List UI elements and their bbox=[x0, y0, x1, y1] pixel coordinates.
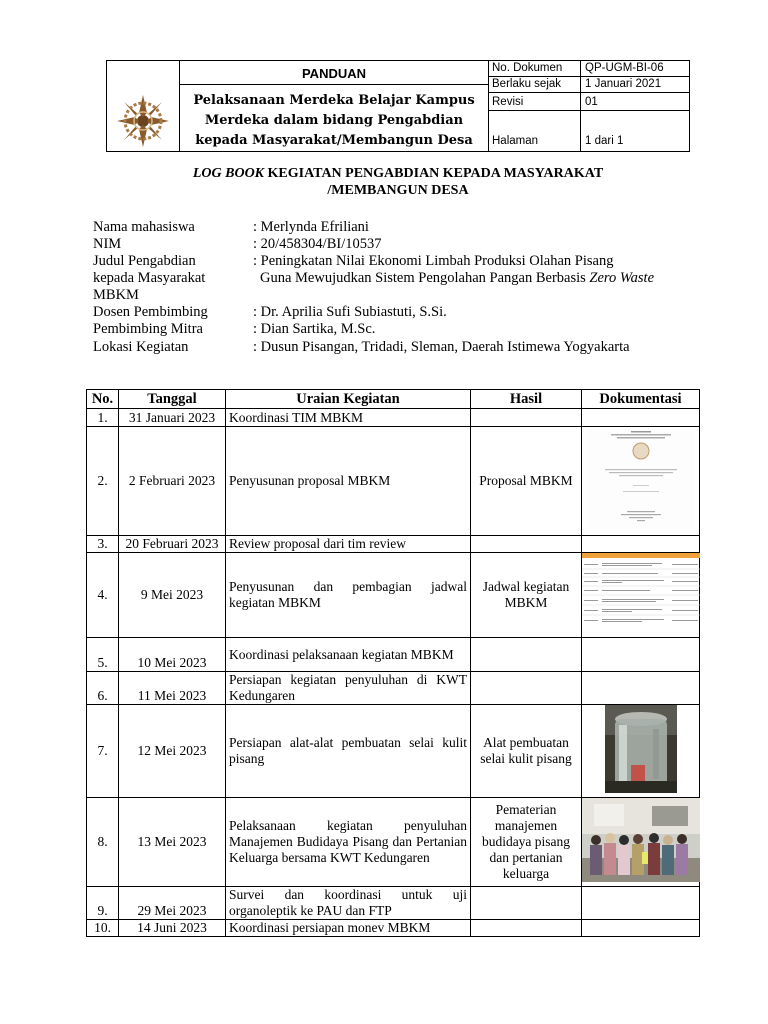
value-nama: : Merlynda Efriliani bbox=[253, 219, 369, 235]
table-row: 2. 2 Februari 2023 Penyusunan proposal MBKM Proposal MBKM bbox=[87, 427, 700, 536]
col-uraian: Uraian Kegiatan bbox=[226, 390, 471, 409]
label-judul: Judul Pengabdian kepada Masyarakat MBKM bbox=[93, 253, 206, 303]
value-judul: : Peningkatan Nilai Ekonomi Limbah Produksi Olahan Pisang Guna Mewujudkan Sistem Pengolahan Pangan Berbasis Zero Waste bbox=[253, 253, 655, 286]
page-value: 1 dari 1 bbox=[585, 135, 624, 147]
label-lokasi: Lokasi Kegiatan bbox=[93, 339, 189, 355]
value-dosen: : Dr. Aprilia Sufi Subiastuti, S.Si. bbox=[253, 304, 447, 320]
label-nama: Nama mahasiswa bbox=[93, 219, 195, 235]
doc-number-value: QP-UGM-BI-06 bbox=[585, 62, 664, 74]
info-labels bbox=[93, 219, 233, 356]
table-row: 3. 20 Februari 2023 Review proposal dari tim review bbox=[87, 536, 700, 553]
table-row: 4. 9 Mei 2023 Penyusunan dan pembagian jadwal kegiatan MBKM Jadwal kegiatan MBKM bbox=[87, 553, 700, 638]
value-nim: : 20/458304/BI/10537 bbox=[253, 236, 382, 252]
revision-label: Revisi bbox=[492, 96, 524, 108]
proposal-document-thumbnail bbox=[583, 427, 699, 531]
table-row: 8. 13 Mei 2023 Pelaksanaan kegiatan penyuluhan Manajemen Budidaya Pisang dan Pertanian Keluarga bersama KWT Kedungaren Pematerian manajemen budidaya pisang dan pertanian keluarga bbox=[87, 798, 700, 887]
table-header-row bbox=[87, 390, 700, 409]
label-nim: NIM bbox=[93, 236, 122, 252]
group-photo bbox=[582, 798, 700, 882]
ugm-logo bbox=[113, 91, 173, 151]
page-label: Halaman bbox=[492, 135, 539, 147]
logbook-table bbox=[86, 389, 700, 937]
guide-label: PANDUAN bbox=[301, 66, 367, 81]
info-values bbox=[253, 219, 673, 356]
logbook-title: LOG BOOK KEGIATAN PENGABDIAN KEPADA MASYARAKAT /MEMBANGUN DESA bbox=[192, 166, 604, 198]
table-row: 7. 12 Mei 2023 Persiapan alat-alat pembuatan selai kulit pisang Alat pembuatan selai kulit pisang bbox=[87, 705, 700, 798]
jar-photo bbox=[605, 705, 677, 793]
revision-value: 01 bbox=[585, 96, 598, 108]
table-row: 1. 31 Januari 2023 Koordinasi TIM MBKM bbox=[87, 409, 700, 427]
value-mitra: : Dian Sartika, M.Sc. bbox=[253, 321, 376, 337]
schedule-table-thumbnail bbox=[582, 553, 700, 633]
value-lokasi: : Dusun Pisangan, Tridadi, Sleman, Daerah Istimewa Yogyakarta bbox=[253, 339, 630, 355]
doc-number-label: No. Dokumen bbox=[492, 62, 563, 74]
document-header bbox=[106, 60, 690, 152]
effective-date-value: 1 Januari 2021 bbox=[585, 78, 662, 90]
col-hasil: Hasil bbox=[471, 390, 582, 409]
effective-date-label: Berlaku sejak bbox=[492, 78, 562, 90]
col-dokumentasi: Dokumentasi bbox=[582, 390, 700, 409]
table-row: 6. 11 Mei 2023 Persiapan kegiatan penyuluhan di KWT Kedungaren bbox=[87, 672, 700, 705]
col-tanggal: Tanggal bbox=[119, 390, 226, 409]
table-row: 10. 14 Juni 2023 Koordinasi persiapan monev MBKM bbox=[87, 920, 700, 937]
guide-subtitle: Pelaksanaan Merdeka Belajar Kampus Merdeka dalam bidang Pengabdian kepada Masyarakat/Membangun Desa bbox=[193, 93, 475, 148]
table-row: 5. 10 Mei 2023 Koordinasi pelaksanaan kegiatan MBKM bbox=[87, 638, 700, 672]
label-mitra: Pembimbing Mitra bbox=[93, 321, 203, 337]
label-dosen: Dosen Pembimbing bbox=[93, 304, 208, 320]
col-no: No. bbox=[87, 390, 119, 409]
table-row: 9. 29 Mei 2023 Survei dan koordinasi untuk uji organoleptik ke PAU dan FTP bbox=[87, 887, 700, 920]
